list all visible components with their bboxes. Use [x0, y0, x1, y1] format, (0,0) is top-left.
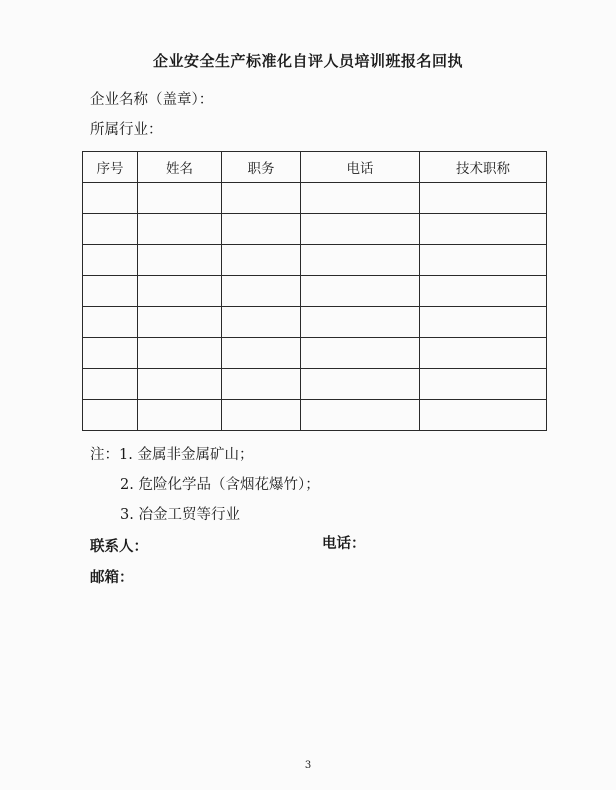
phone-label: 电话： — [322, 535, 366, 552]
table-cell — [420, 245, 547, 276]
table-cell — [301, 245, 420, 276]
table-cell — [222, 183, 301, 214]
company-name-label: 企业名称（盖章）： — [90, 92, 214, 108]
table-row — [83, 369, 547, 400]
table-cell — [222, 245, 301, 276]
header-name: 姓名 — [138, 152, 222, 183]
header-phone: 电话 — [301, 152, 420, 183]
table-cell — [83, 276, 138, 307]
table-cell — [420, 369, 547, 400]
table-cell — [222, 338, 301, 369]
header-serial: 序号 — [83, 152, 138, 183]
table-cell — [301, 214, 420, 245]
table-row — [83, 307, 547, 338]
table-cell — [420, 400, 547, 431]
table-cell — [138, 214, 222, 245]
table-cell — [301, 338, 420, 369]
table-cell — [138, 338, 222, 369]
notes-prefix: 注： — [90, 447, 119, 463]
table-cell — [138, 245, 222, 276]
table-cell — [83, 245, 138, 276]
note-item-2: 2. 危险化学品（含烟花爆竹）； — [120, 477, 320, 493]
table-cell — [301, 400, 420, 431]
page-number: 3 — [304, 760, 312, 771]
notes-block — [90, 443, 253, 464]
note-item-1: 1. 金属非金属矿山； — [119, 447, 254, 463]
table-cell — [138, 183, 222, 214]
contact-label: 联系人： — [90, 538, 148, 555]
table-cell — [420, 276, 547, 307]
table-cell — [138, 369, 222, 400]
table-row — [83, 183, 547, 214]
table-cell — [420, 214, 547, 245]
registration-table — [82, 151, 547, 431]
table-row — [83, 245, 547, 276]
table-cell — [83, 307, 138, 338]
table-cell — [301, 183, 420, 214]
table-cell — [83, 183, 138, 214]
table-cell — [83, 338, 138, 369]
table-cell — [222, 369, 301, 400]
table-cell — [138, 276, 222, 307]
table-cell — [83, 214, 138, 245]
industry-label: 所属行业： — [90, 122, 163, 138]
table-cell — [301, 307, 420, 338]
table-cell — [301, 276, 420, 307]
table-cell — [222, 214, 301, 245]
table-row — [83, 214, 547, 245]
note-item-3: 3. 冶金工贸等行业 — [120, 507, 240, 523]
header-position: 职务 — [222, 152, 301, 183]
table-cell — [83, 400, 138, 431]
table-cell — [138, 400, 222, 431]
table-cell — [222, 307, 301, 338]
table-cell — [83, 369, 138, 400]
table-cell — [222, 400, 301, 431]
table-cell — [420, 338, 547, 369]
email-label: 邮箱： — [90, 569, 134, 586]
form-title: 企业安全生产标准化自评人员培训班报名回执 — [152, 52, 463, 70]
table-cell — [138, 307, 222, 338]
table-cell — [222, 276, 301, 307]
table-cell — [420, 307, 547, 338]
header-title: 技术职称 — [420, 152, 547, 183]
table-row — [83, 400, 547, 431]
table-header-row — [83, 152, 547, 183]
table-cell — [301, 369, 420, 400]
table-row — [83, 276, 547, 307]
table-cell — [420, 183, 547, 214]
table-row — [83, 338, 547, 369]
